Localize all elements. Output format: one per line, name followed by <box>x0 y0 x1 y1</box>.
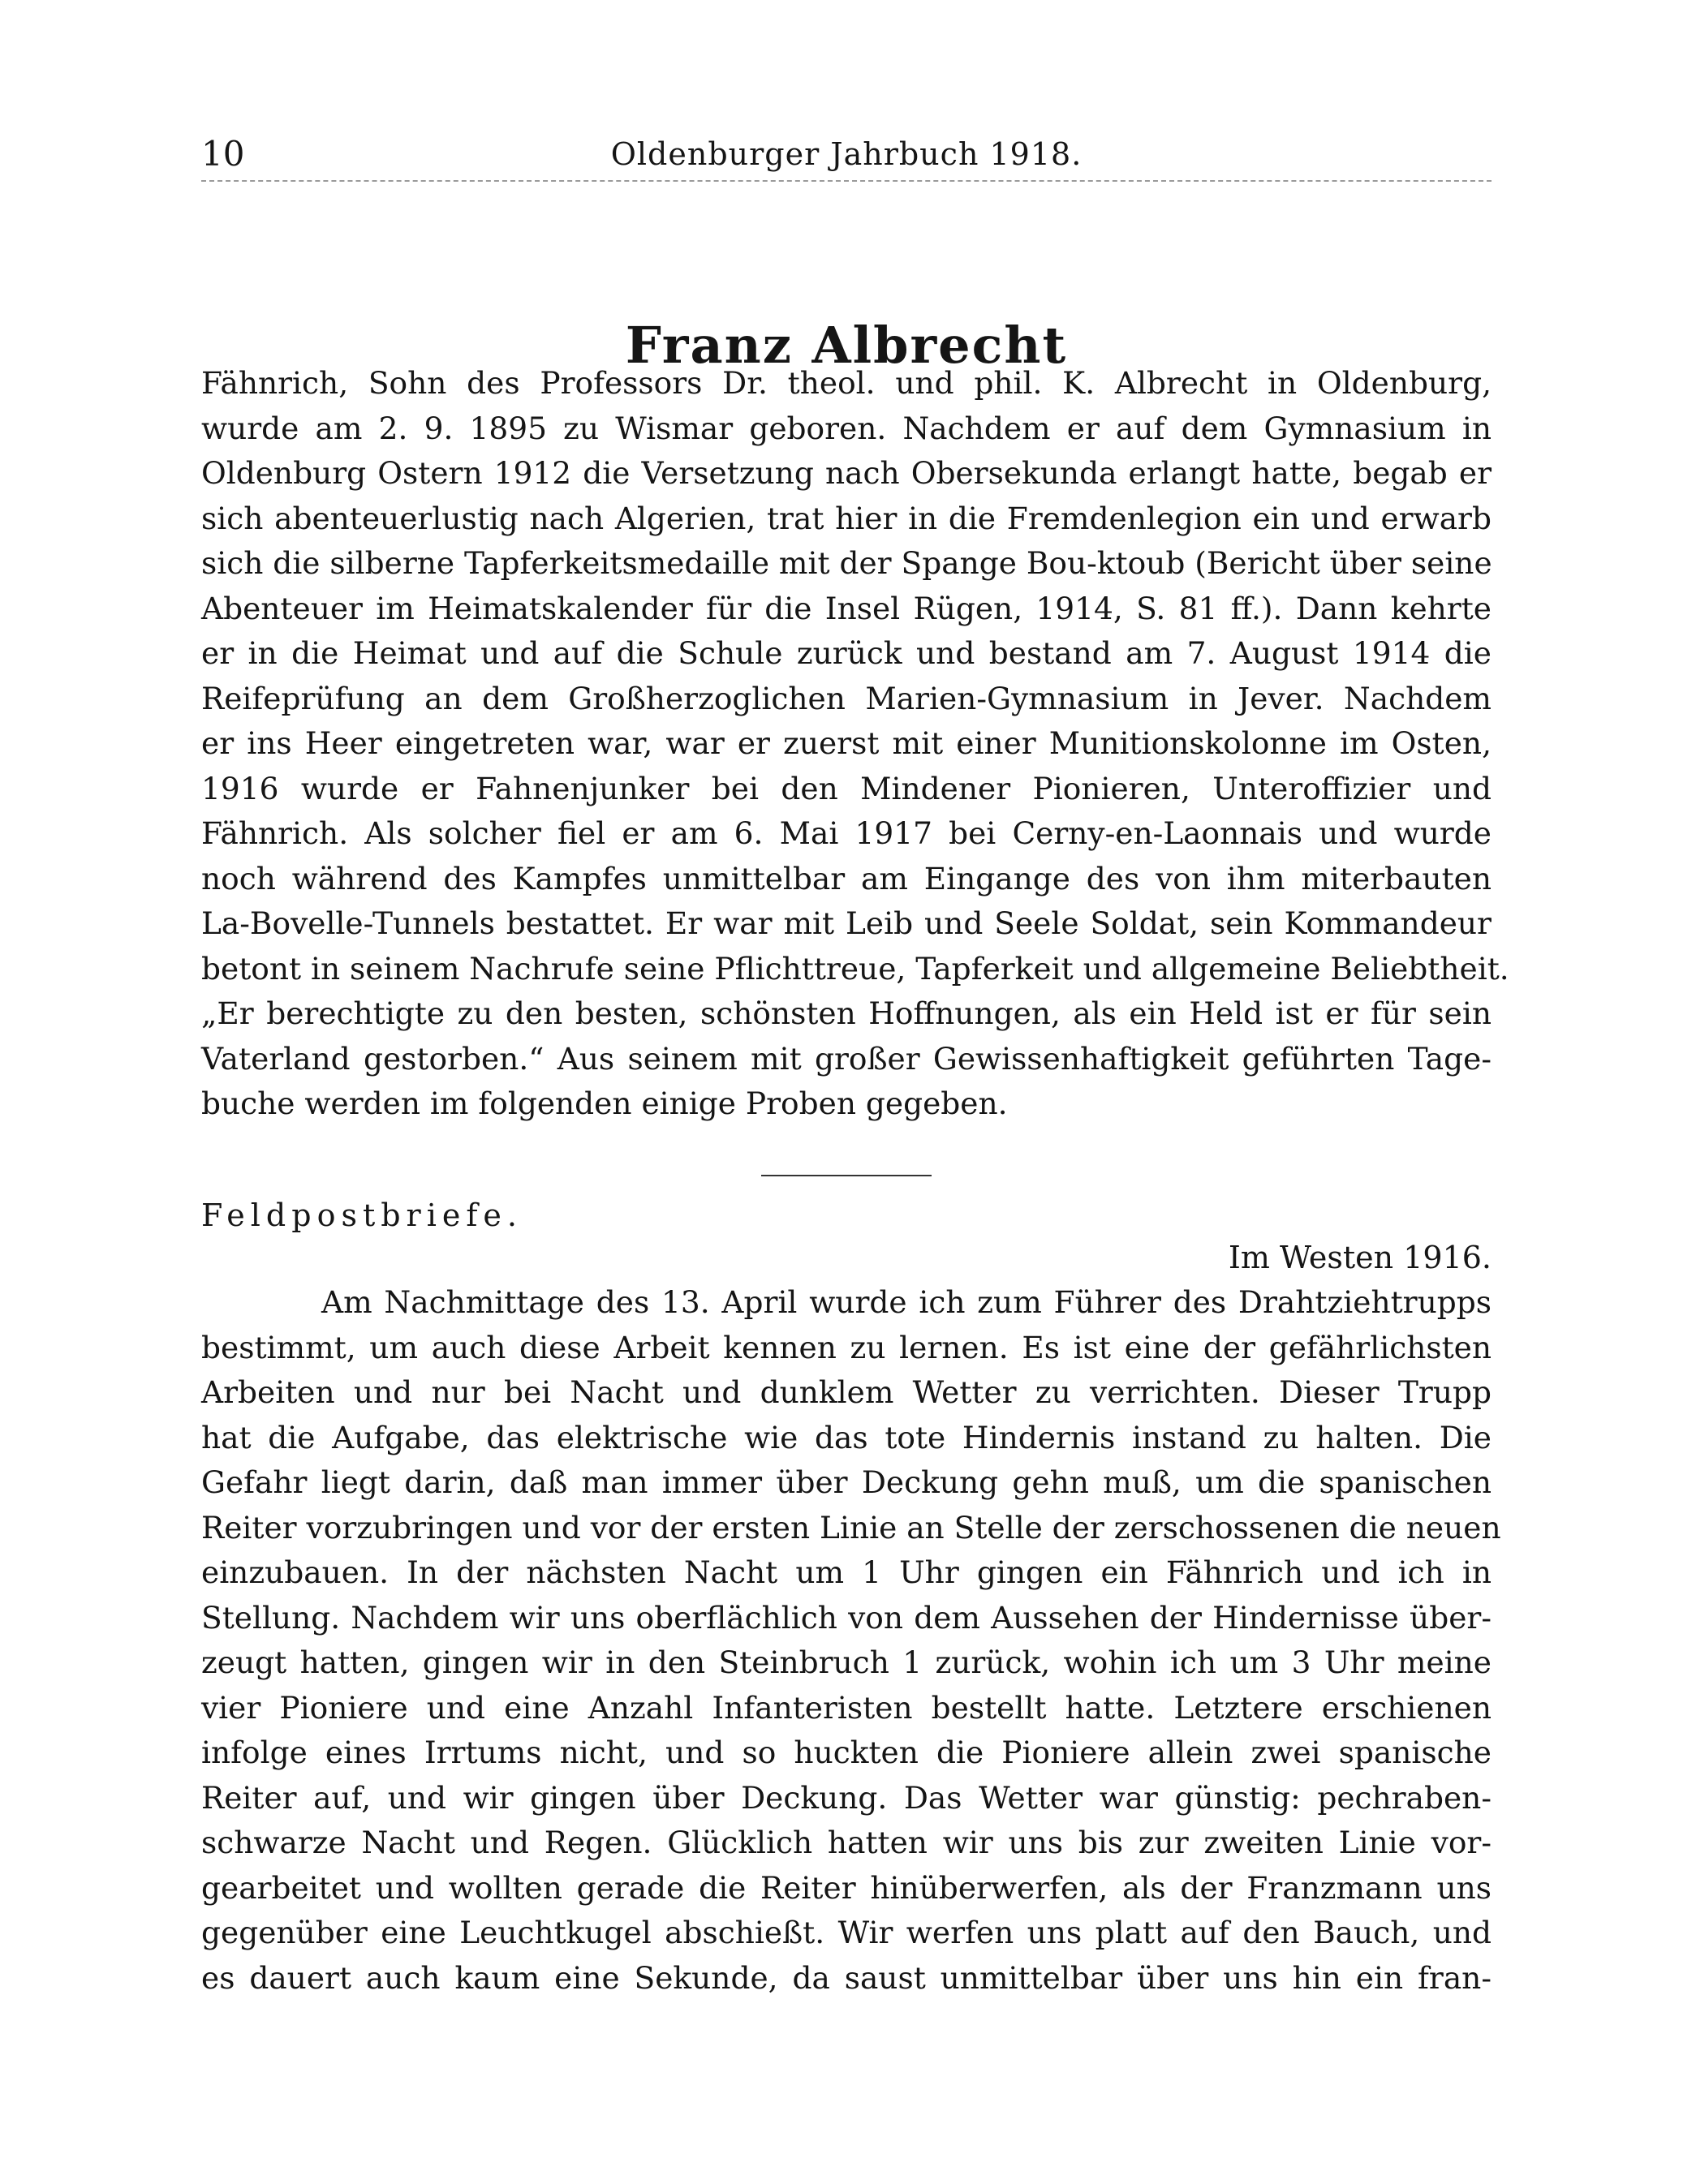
text-line: einzubauen. In der nächsten Nacht um 1 Uhr gingen ein Fähnrich und ich in <box>201 1554 1492 1590</box>
text-line: sich die silberne Tapferkeitsmedaille mit der Spange Bou-ktoub (Bericht über seine <box>201 545 1492 581</box>
text-line: schwarze Nacht und Regen. Glücklich hatten wir uns bis zur zweiten Linie vor- <box>201 1825 1492 1860</box>
text-line: gearbeitet und wollten gerade die Reiter hinüberwerfen, als der Franzmann uns <box>201 1869 1492 1906</box>
text-line: infolge eines Irrtums nicht, und so huckten die Pioniere allein zwei spanische <box>201 1735 1492 1770</box>
text-line: gegenüber eine Leuchtkugel abschießt. Wir werfen uns platt auf den Bauch, und <box>201 1915 1492 1950</box>
text-line: Arbeiten und nur bei Nacht und dunklem Wetter zu verrichten. Dieser Trupp <box>201 1374 1492 1410</box>
text-line: La-Bovelle-Tunnels bestattet. Er war mit Leib und Seele Soldat, sein Kommandeur <box>201 905 1492 941</box>
header-rule <box>201 180 1492 182</box>
text-line: Am Nachmittage des 13. April wurde ich zum Führer des Drahtziehtrupps <box>321 1284 1492 1320</box>
text-line: sich abenteuerlustig nach Algerien, trat hier in die Fremdenlegion ein und erwarb <box>201 500 1492 536</box>
text-line: betont in seinem Nachrufe seine Pflichttreue, Tapferkeit und allgemeine Beliebtheit. <box>201 950 1509 987</box>
text-line: „Er berechtigte zu den besten, schönsten Hoffnungen, als ein Held ist er für sein <box>201 995 1492 1031</box>
text-line: wurde am 2. 9. 1895 zu Wismar geboren. Nachdem er auf dem Gymnasium in <box>201 410 1492 446</box>
section-heading: Feldpostbriefe. <box>201 1197 523 1233</box>
text-line: zeugt hatten, gingen wir in den Steinbruch 1 zurück, wohin ich um 3 Uhr meine <box>201 1644 1492 1680</box>
page-number: 10 <box>201 134 245 174</box>
intro-paragraph <box>201 361 1509 1127</box>
section-separator <box>761 1175 932 1176</box>
letter-paragraph <box>201 1280 1501 2001</box>
text-line: Oldenburg Ostern 1912 die Versetzung nach Obersekunda erlangt hatte, begab er <box>201 455 1492 491</box>
text-line: noch während des Kampfes unmittelbar am Eingange des von ihm miterbauten <box>201 860 1492 896</box>
article-title: Franz Albrecht <box>625 316 1068 375</box>
text-line: Reiter auf, und wir gingen über Deckung. Das Wetter war günstig: pechraben- <box>201 1779 1492 1816</box>
text-line: Abenteuer im Heimatskalender für die Insel Rügen, 1914, S. 81 ff.). Dann kehrte <box>201 590 1492 626</box>
text-line: vier Pioniere und eine Anzahl Infanteristen bestellt hatte. Letztere erschienen <box>201 1689 1492 1726</box>
text-line: Gefahr liegt darin, daß man immer über Deckung gehn muß, um die spanischen <box>201 1464 1492 1500</box>
running-head <box>201 130 1492 178</box>
text-line: Stellung. Nachdem wir uns oberflächlich von dem Aussehen der Hindernisse über- <box>201 1599 1492 1636</box>
text-line: Reifeprüfung an dem Großherzoglichen Marien-Gymnasium in Jever. Nachdem <box>201 680 1492 716</box>
journal-title: Oldenburger Jahrbuch 1918. <box>610 136 1083 172</box>
text-line: Fähnrich. Als solcher fiel er am 6. Mai 1917 bei Cerny-en-Laonnais und wurde <box>201 815 1492 851</box>
text-line: bestimmt, um auch diese Arbeit kennen zu lernen. Es ist eine der gefährlichsten <box>201 1329 1492 1365</box>
text-line: 1916 wurde er Fahnenjunker bei den Mindener Pionieren, Unteroffizier und <box>201 770 1492 806</box>
text-line: er in die Heimat und auf die Schule zurück und bestand am 7. August 1914 die <box>201 635 1492 671</box>
text-line: buche werden im folgenden einige Proben gegeben. <box>201 1086 1008 1121</box>
text-line: es dauert auch kaum eine Sekunde, da saust unmittelbar über uns hin ein fran- <box>201 1959 1492 1996</box>
text-line: Vaterland gestorben.“ Aus seinem mit großer Gewissenhaftigkeit geführten Tage- <box>201 1040 1492 1077</box>
text-line: Reiter vorzubringen und vor der ersten Linie an Stelle der zerschossenen die neuen <box>201 1509 1501 1546</box>
text-line: hat die Aufgabe, das elektrische wie das tote Hindernis instand zu halten. Die <box>201 1419 1492 1455</box>
text-line: Fähnrich, Sohn des Professors Dr. theol. und phil. K. Albrecht in Oldenburg, <box>201 365 1492 401</box>
dateline: Im Westen 1916. <box>1228 1240 1492 1275</box>
text-line: er ins Heer eingetreten war, war er zuerst mit einer Munitionskolonne im Osten, <box>201 725 1492 761</box>
